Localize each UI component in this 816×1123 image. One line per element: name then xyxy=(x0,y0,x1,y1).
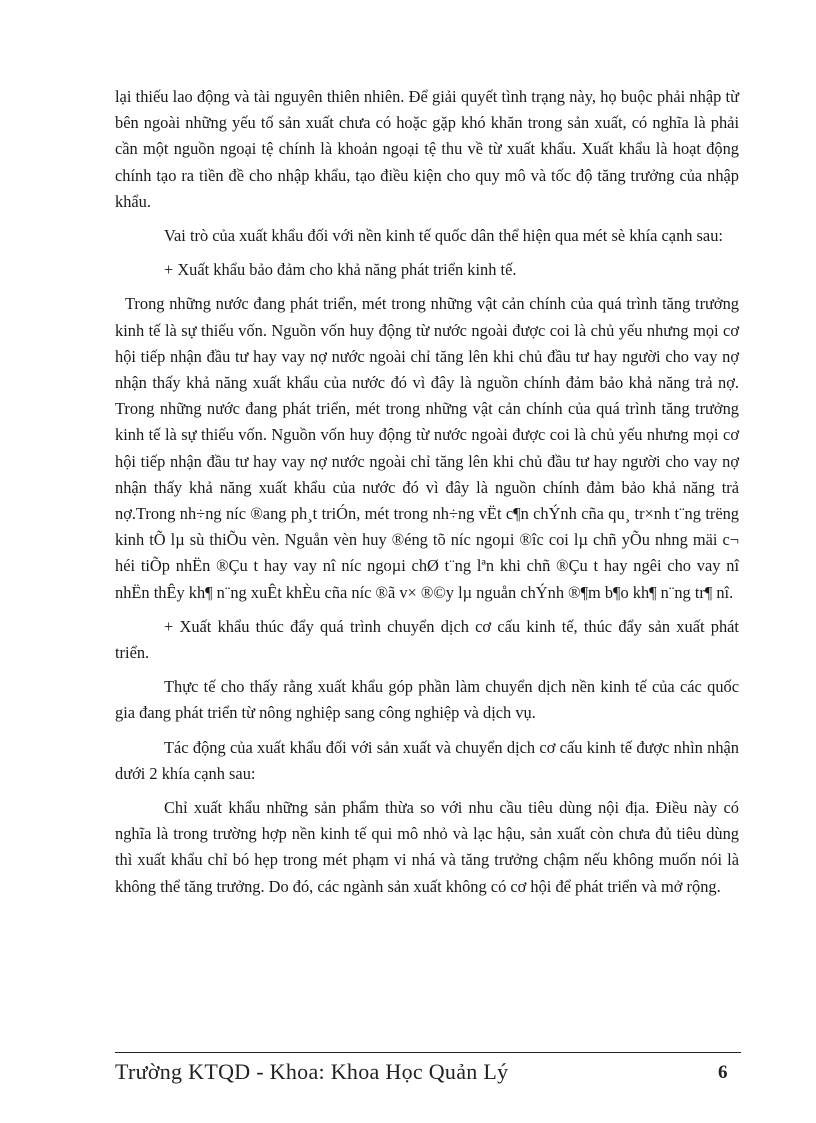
page-number: 6 xyxy=(718,1062,728,1083)
paragraph-industrialization: Thực tế cho thấy rằng xuất khẩu góp phần làm chuyển dịch nền kinh tế của các quốc gia đang phát triển từ nông nghiệp sang công nghiệp và dịch vụ. xyxy=(115,677,739,723)
paragraph-import-need: lại thiếu lao động và tài nguyên thiên nhiên. Để giải quyết tình trạng này, họ buộc phải nhập từ bên ngoài những yếu tố sản xuất chưa có hoặc gặp khó khăn trong sản xuất, có nghĩa là phải cần một nguồn ngoại tệ chính là khoản ngoại tệ thu về từ xuất khẩu. Xuất khẩu là hoạt động chính tạo ra tiền đề cho nhập khẩu, tạo điều kiện cho quy mô và tốc độ tăng trưởng của nhập khẩu. xyxy=(115,87,739,211)
paragraph-two-aspects: Tác động của xuất khẩu đối với sản xuất và chuyển dịch cơ cấu kinh tế được nhìn nhận dưới 2 khía cạnh sau: xyxy=(115,737,739,783)
body-text xyxy=(115,84,739,908)
paragraph-export-role-intro: Vai trò của xuất khẩu đối với nền kinh tế quốc dân thể hiện qua mét sè khía cạnh sau: xyxy=(164,226,723,246)
paragraph-capital-shortage: Trong những nước đang phát triển, mét trong những vật cản chính của quá trình tăng trưởng kinh tế là sự thiếu vốn. Nguồn vốn huy động từ nước ngoài được coi là chủ yếu nhưng mọi cơ hội tiếp nhận đầu tư hay vay nợ nước ngoài chỉ tăng lên khi chủ đầu tư hay người cho vay nợ nhận thấy khả năng xuất khẩu của nước đó vì đây là nguồn chính đảm bảo khả năng trả nợ. Trong những nước đang phát triển, mét trong những vật cản chính của quá trình tăng trưởng kinh tế là sự thiếu vốn. Nguồn vốn huy động từ nước ngoài được coi là chủ yếu nhưng mọi cơ hội tiếp nhận đầu tư hay vay nợ nước ngoài chỉ tăng lên khi chủ đầu tư hay người cho vay nợ nhận thấy khả năng xuất khẩu của nước đó vì đây là nguồn chính đảm bảo khả năng trả nợ.Trong nh÷ng níc ®ang ph¸t triÓn, mét trong nh÷ng vËt c¶n chÝnh cña qu¸ tr×nh t¨ng trëng kinh tÕ lµ sù thiÕu vèn. Nguån vèn huy ®éng tõ níc ngoµi ®îc coi lµ chñ yÕu nhng mäi c¬ héi tiÕp nhËn ®Çu t hay vay nî níc ngoµi chØ t¨ng lªn khi chñ ®Çu t hay ngêi cho vay nî nhËn thÊy kh¶ n¨ng xuÊt khÈu cña níc ®ã v× ®©y lµ nguån chÝnh ®¶m b¶o kh¶ n¨ng tr¶ nî. xyxy=(115,294,739,602)
paragraph-surplus-export: Chỉ xuất khẩu những sản phẩm thừa so với nhu cầu tiêu dùng nội địa. Điều này có nghĩa là trong trường hợp nền kinh tế qui mô nhỏ và lạc hậu, sản xuất còn chưa đủ tiêu dùng thì xuất khẩu chỉ bó hẹp trong mét phạm vi nhá và tăng trưởng chậm nếu không muốn nói là không thể tăng trưởng. Do đó, các ngành sản xuất không có cơ hội để phát triển và mở rộng. xyxy=(115,798,739,896)
paragraph-point-structural-shift: + Xuất khẩu thúc đẩy quá trình chuyển dịch cơ cấu kinh tế, thúc đẩy sản xuất phát triển. xyxy=(115,616,739,663)
footer-institution: Trường KTQD - Khoa: Khoa Học Quản Lý xyxy=(115,1059,509,1084)
paragraph-point-economic-growth: + Xuất khẩu bảo đảm cho khả năng phát triển kinh tế. xyxy=(164,260,517,280)
footer-divider xyxy=(115,1052,741,1053)
